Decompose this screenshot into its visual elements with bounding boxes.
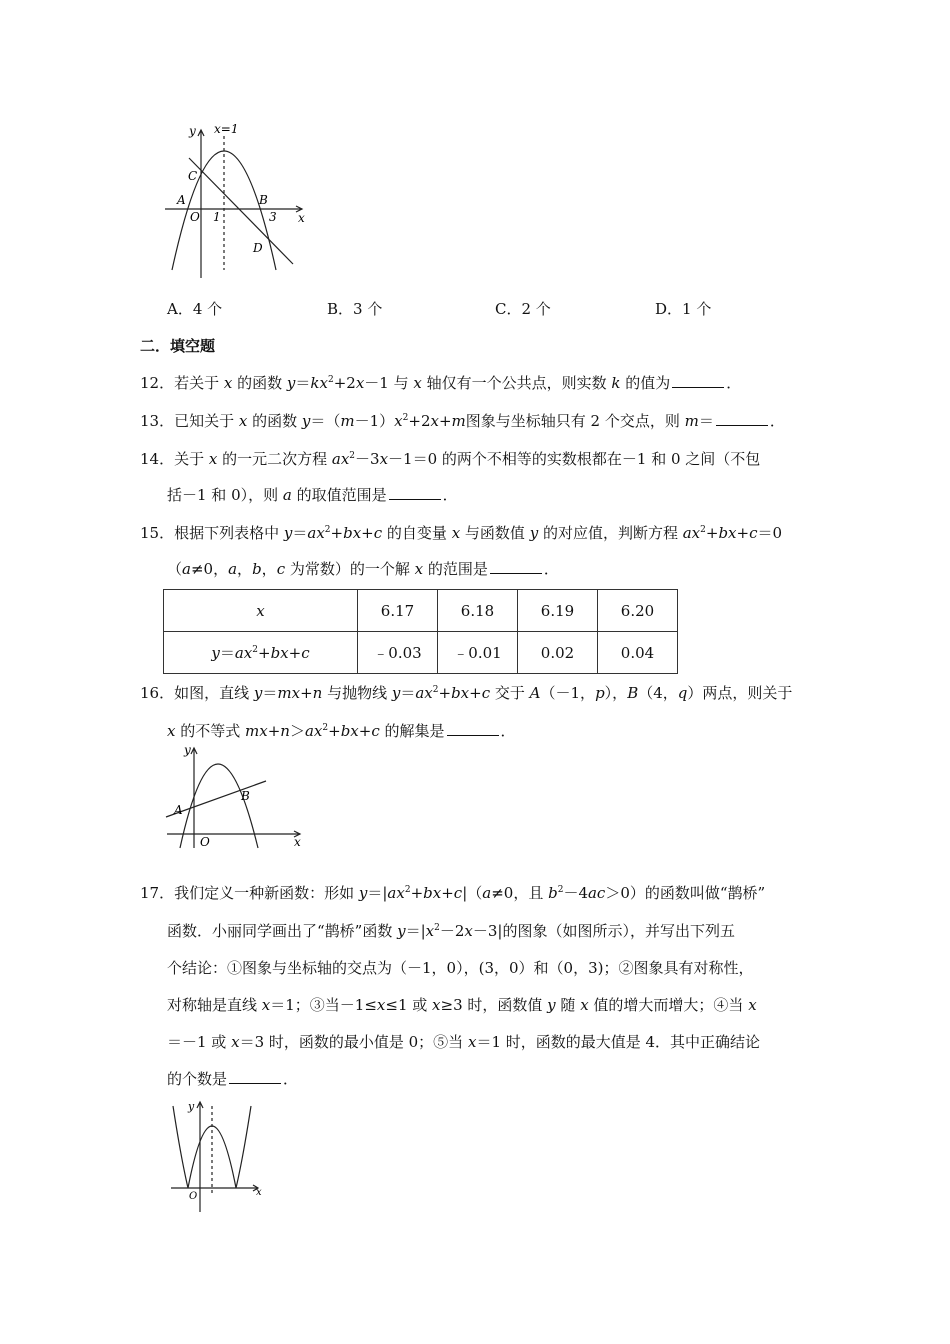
label-o: O	[200, 835, 210, 849]
question-17-line3: 个结论：①图象与坐标轴的交点为（－1，0），(3，0）和（0，3)；②图象具有对称性，	[167, 959, 754, 977]
x-label: x	[298, 211, 305, 225]
answer-blank[interactable]	[672, 373, 724, 388]
label-d: D	[253, 241, 263, 255]
line-cd	[189, 158, 293, 264]
label-3: 3	[269, 210, 277, 224]
value-table	[163, 589, 678, 674]
answer-blank[interactable]	[229, 1069, 281, 1084]
label-b: B	[259, 193, 268, 207]
question-13: 13．已知关于 x 的函数 $y=(m-1)x^2+2x+m$图象与坐标轴只有 2 个交点，则 m＝ ．	[140, 412, 785, 430]
question-15: 15．根据下列表格中 $y=ax^2+bx+c$ 的自变量 x 与函数值 y 的对应值，判断方程 $ax^2+bx+c=0$	[140, 524, 783, 542]
y-label: y	[188, 1100, 195, 1113]
question-16: 16．如图，直线 y＝mx+n 与抛物线 $y=ax^2+bx+c$ 交于 A（－1，p），B（4，q）两点，则关于	[140, 684, 793, 702]
left-branch	[173, 1106, 188, 1188]
question-14-line2: 括－1 和 0），则 a 的取值范围是 ．	[167, 486, 458, 504]
table-cell: 0.04	[598, 632, 678, 674]
table-header-y: $y=ax^2+bx+c$	[164, 632, 358, 674]
choice-b: B．3 个	[327, 300, 383, 318]
label-1: 1	[213, 210, 221, 224]
y-label: y	[189, 124, 196, 138]
label-o: O	[190, 210, 200, 224]
table-cell: 0.02	[518, 632, 598, 674]
figure-q16	[162, 742, 312, 850]
question-15-line2: （a≠0，a，b，c 为常数）的一个解 x 的范围是 ．	[167, 560, 559, 578]
answer-blank[interactable]	[716, 411, 768, 426]
table-row	[164, 590, 678, 632]
question-12: 12．若关于 x 的函数 $y=kx^2+2x-1$ 与 x 轴仅有一个公共点，则实数 k 的值为 ．	[140, 374, 742, 392]
choice-d: D．1 个	[655, 300, 712, 318]
answer-blank[interactable]	[389, 485, 441, 500]
figure-q11	[160, 118, 310, 286]
label-a: A	[174, 803, 183, 817]
table-cell: ﹣0.03	[358, 632, 438, 674]
answer-blank[interactable]	[490, 559, 542, 574]
question-17-line6: 的个数是 ．	[167, 1070, 299, 1088]
label-b: B	[241, 789, 250, 803]
label-a: A	[177, 193, 186, 207]
question-17: 17．我们定义一种新函数：形如 $y=|ax^2+bx+c|(a\ne 0$，且 $b^2-4ac>0$）的函数叫做“鹊桥”	[140, 884, 766, 902]
question-17-line2: 函数．小丽同学画出了“鹊桥”函数 $y=|x^2-2x-3|$的图象（如图所示），并写出下列五	[167, 922, 735, 940]
question-14: 14．关于 x 的一元二次方程 $ax^2-3x-1=0$ 的两个不相等的实数根都在－1 和 0 之间（不包	[140, 450, 761, 468]
question-17-line5: ＝－1 或 x＝3 时，函数的最小值是 0；⑤当 x＝1 时，函数的最大值是 4．其中正确结论	[167, 1033, 761, 1051]
right-branch	[236, 1106, 251, 1188]
choice-a: A．4 个	[167, 300, 223, 318]
table-cell: ﹣0.01	[438, 632, 518, 674]
table-cell: 6.18	[438, 590, 518, 632]
question-16-line2: x 的不等式 $mx+n>ax^2+bx+c$ 的解集是 ．	[167, 722, 516, 740]
table-header-x: x	[164, 590, 358, 632]
x-label: x	[256, 1187, 262, 1198]
choice-c: C．2 个	[495, 300, 551, 318]
table-cell: 6.20	[598, 590, 678, 632]
x-label: x	[294, 835, 301, 849]
table-cell: 6.19	[518, 590, 598, 632]
label-c: C	[188, 169, 198, 183]
question-17-line4: 对称轴是直线 x＝1；③当－1≤x≤1 或 x≥3 时，函数值 y 随 x 值的增大而增大；④当 x	[167, 996, 757, 1014]
section-title: 二．填空题	[140, 337, 216, 355]
table-row	[164, 632, 678, 674]
table-cell: 6.17	[358, 590, 438, 632]
figure-q17	[166, 1098, 276, 1214]
line-label: x=1	[214, 122, 239, 136]
y-label: y	[184, 743, 191, 757]
parabola	[180, 764, 258, 848]
label-o: O	[189, 1191, 198, 1202]
answer-blank[interactable]	[447, 721, 499, 736]
